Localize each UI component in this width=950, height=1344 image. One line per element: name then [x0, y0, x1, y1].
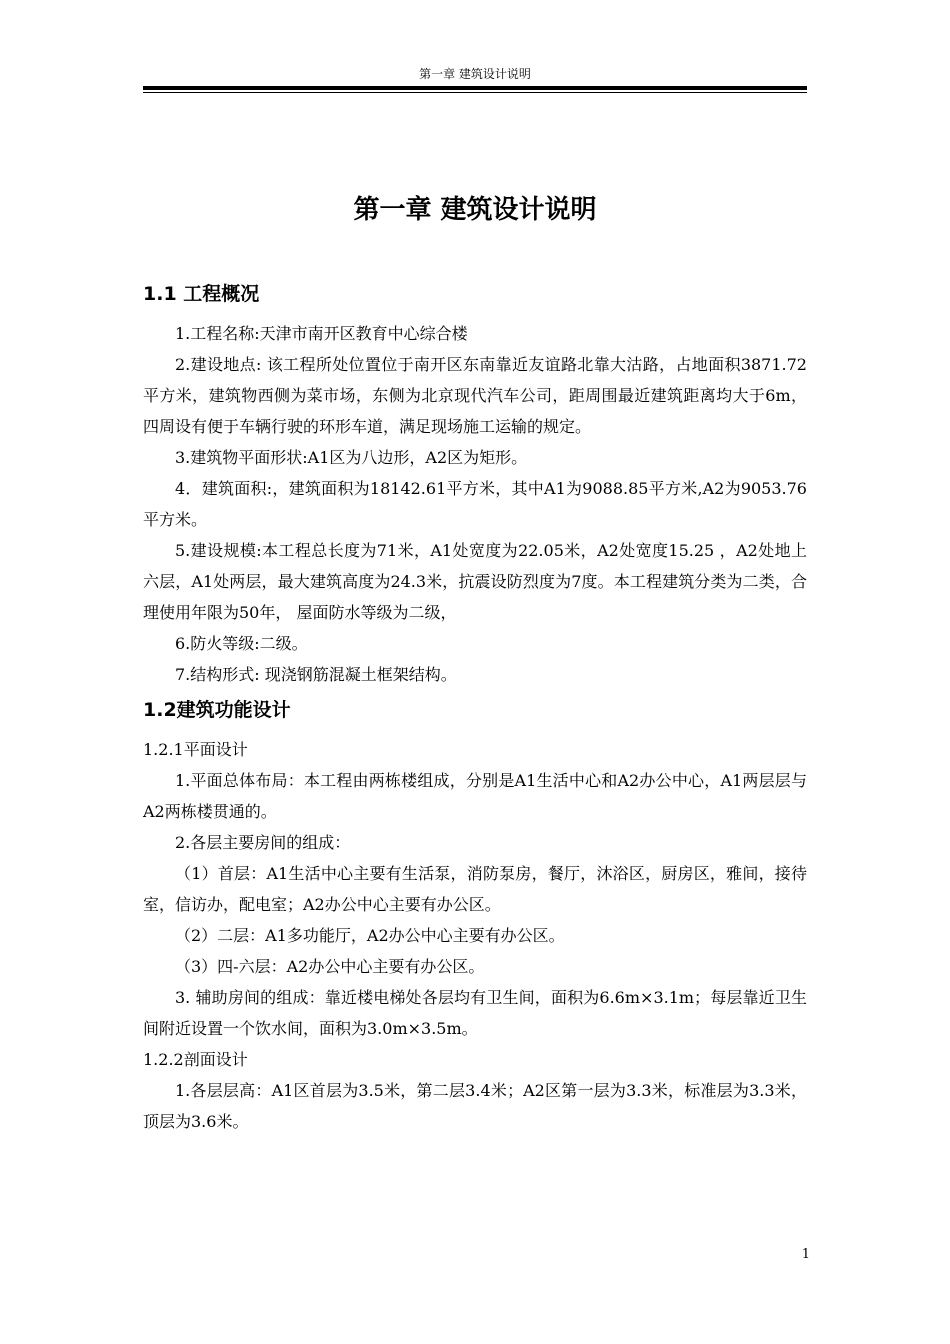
running-header: 第一章 建筑设计说明: [419, 67, 531, 81]
paragraph: （3）四-六层：A2办公中心主要有办公区。: [175, 957, 485, 976]
paragraph: 7.结构形式: 现浇钢筋混凝土框架结构。: [175, 665, 457, 684]
paragraph: 3.建筑物平面形状:A1区为八边形，A2区为矩形。: [175, 448, 528, 467]
section-heading-1-2: 1.2建筑功能设计: [143, 699, 291, 721]
paragraph: 2.建设地点: 该工程所处位置位于南开区东南靠近友谊路北靠大沽路，占地面积3871.72平方米，建筑物西侧为菜市场，东侧为北京现代汽车公司，距周围最近建筑距离均大于6m，四周设有便于车辆行驶的环形车道，满足现场施工运输的规定。: [143, 355, 807, 436]
paragraph: 1.各层层高：A1区首层为3.5米，第二层3.4米；A2区第一层为3.3米，标准层为3.3米，顶层为3.6米。: [143, 1081, 807, 1131]
subsection-heading-1-2-1: 1.2.1平面设计: [143, 740, 248, 759]
page-number: 1: [801, 1247, 810, 1262]
paragraph: 2.各层主要房间的组成：: [175, 833, 351, 852]
subsection-heading-1-2-2: 1.2.2剖面设计: [143, 1050, 248, 1069]
header-rule-thick: [143, 86, 807, 90]
paragraph: 3. 辅助房间的组成：靠近楼电梯处各层均有卫生间，面积为6.6m×3.1m；每层靠近卫生间附近设置一个饮水间，面积为3.0m×3.5m。: [143, 988, 807, 1038]
header-rule-thin: [143, 92, 807, 93]
paragraph: 4．建筑面积:，建筑面积为18142.61平方米，其中A1为9088.85平方米,A2为9053.76平方米。: [143, 479, 807, 529]
paragraph: 1.工程名称:天津市南开区教育中心综合楼: [175, 324, 468, 343]
paragraph: 1.平面总体布局：本工程由两栋楼组成，分别是A1生活中心和A2办公中心，A1两层层与A2两栋楼贯通的。: [143, 771, 807, 821]
document-body: [143, 278, 807, 1137]
paragraph: （2）二层：A1多功能厅，A2办公中心主要有办公区。: [175, 926, 565, 945]
paragraph: 5.建设规模:本工程总长度为71米，A1处宽度为22.05米，A2处宽度15.25 ，A2处地上六层，A1处两层，最大建筑高度为24.3米，抗震设防烈度为7度。本工程建筑分类为二类，合理使用年限为50年， 屋面防水等级为二级，: [143, 541, 807, 622]
paragraph: 6.防火等级:二级。: [175, 634, 308, 653]
chapter-title: 第一章 建筑设计说明: [353, 195, 597, 225]
section-heading-1-1: 1.1 工程概况: [143, 283, 260, 305]
paragraph: （1）首层：A1生活中心主要有生活泵，消防泵房，餐厅，沐浴区，厨房区，雅间，接待室，信访办，配电室；A2办公中心主要有办公区。: [143, 864, 807, 914]
